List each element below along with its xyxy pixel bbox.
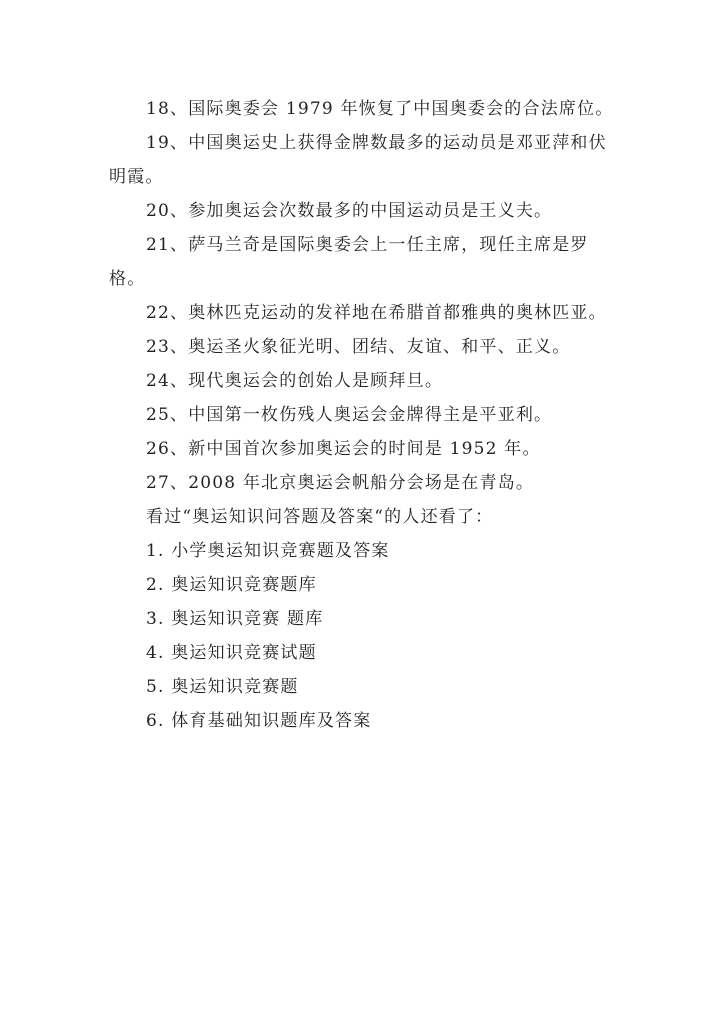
paragraph-21: 21、萨马兰奇是国际奥委会上一任主席，现任主席是罗格。 [109,235,589,289]
related-intro: 看过“奥运知识问答题及答案“的人还看了： [146,507,494,527]
paragraph-27: 27、2008 年北京奥运会帆船分会场是在青岛。 [146,473,535,493]
related-link-2[interactable]: 2. 奥运知识竞赛题库 [146,575,317,595]
paragraph-26: 26、新中国首次参加奥运会的时间是 1952 年。 [146,439,541,459]
related-link-6[interactable]: 6. 体育基础知识题库及答案 [146,711,372,731]
related-link-1[interactable]: 1. 小学奥运知识竞赛题及答案 [146,541,390,561]
paragraph-23: 23、奥运圣火象征光明、团结、友谊、和平、正义。 [146,337,571,357]
related-link-5[interactable]: 5. 奥运知识竞赛题 [146,677,299,697]
paragraph-22: 22、奥林匹克运动的发祥地在希腊首都雅典的奥林匹亚。 [146,303,607,323]
related-link-3[interactable]: 3. 奥运知识竞赛 题库 [146,609,324,629]
related-list [109,534,619,738]
paragraph-24: 24、现代奥运会的创始人是顾拜旦。 [146,371,444,391]
paragraph-19: 19、中国奥运史上获得金牌数最多的运动员是邓亚萍和伏明霞。 [109,133,607,187]
paragraph-25: 25、中国第一枚伤残人奥运会金牌得主是平亚利。 [146,405,553,425]
related-link-4[interactable]: 4. 奥运知识竞赛试题 [146,643,317,663]
paragraph-18: 18、国际奥委会 1979 年恢复了中国奥委会的合法席位。 [146,99,614,119]
paragraph-20: 20、参加奥运会次数最多的中国运动员是王义夫。 [146,201,553,221]
document-body [109,92,619,738]
